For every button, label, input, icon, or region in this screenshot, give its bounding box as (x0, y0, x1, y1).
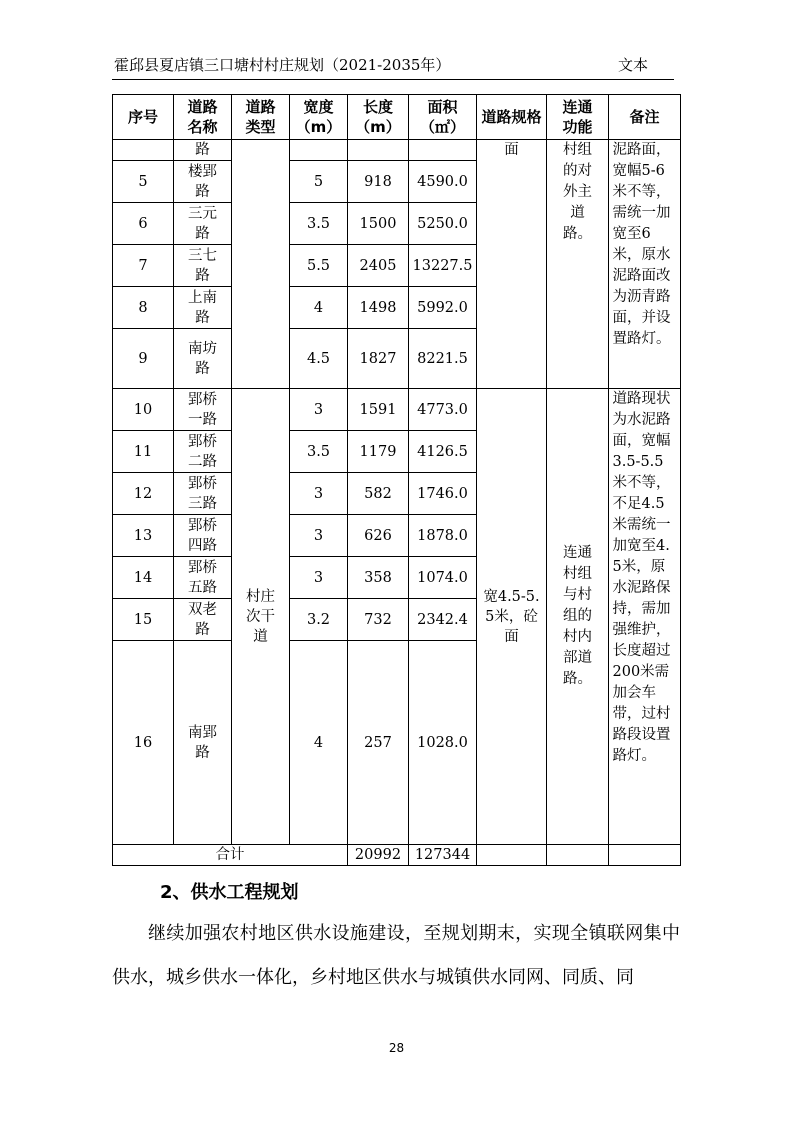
cell-function-group1: 村组的对外主道路。 (547, 140, 609, 389)
cell-no: 5 (113, 161, 174, 203)
cell-length: 1827 (348, 329, 409, 389)
section-heading: 2、供水工程规划 (160, 882, 299, 903)
cell-width: 4 (290, 641, 348, 845)
total-empty-spec (477, 845, 547, 866)
cell-name: 双老路 (174, 599, 232, 641)
cell-width: 5.5 (290, 245, 348, 287)
cell-no: 15 (113, 599, 174, 641)
cell-length: 1179 (348, 431, 409, 473)
header-road-type: 道路类型 (232, 95, 290, 140)
cell-area: 13227.5 (409, 245, 477, 287)
cell-no: 10 (113, 389, 174, 431)
header-area: 面积（㎡） (409, 95, 477, 140)
total-empty-remark (609, 845, 681, 866)
cell-length: 1498 (348, 287, 409, 329)
cell-width: 3 (290, 389, 348, 431)
cell-name: 上南路 (174, 287, 232, 329)
header-divider (112, 79, 674, 80)
cell-area: 5992.0 (409, 287, 477, 329)
cell-width: 3 (290, 557, 348, 599)
cell-area: 1878.0 (409, 515, 477, 557)
cell-no: 13 (113, 515, 174, 557)
cell-area: 8221.5 (409, 329, 477, 389)
cell-length: 918 (348, 161, 409, 203)
cell-no: 7 (113, 245, 174, 287)
table-total-row (113, 845, 681, 866)
table-row (113, 140, 681, 161)
cell-area: 1028.0 (409, 641, 477, 845)
cell-area: 4590.0 (409, 161, 477, 203)
cell-length: 732 (348, 599, 409, 641)
body-paragraph: 继续加强农村地区供水设施建设，至规划期末，实现全镇联网集中供水，城乡供水一体化，乡村地区供水与城镇供水同网、同质、同 (112, 923, 680, 988)
cell-area: 2342.4 (409, 599, 477, 641)
cell-type-group2: 村庄次干道 (232, 389, 290, 845)
cell-length: 1500 (348, 203, 409, 245)
header-no: 序号 (113, 95, 174, 140)
cell-name: 楼郢路 (174, 161, 232, 203)
cell-name: 路 (174, 140, 232, 161)
table-row (113, 389, 681, 431)
cell-no: 14 (113, 557, 174, 599)
cell-function-group2: 连通村组与村组的村内部道路。 (547, 389, 609, 845)
total-label: 合计 (113, 845, 348, 866)
cell-width: 5 (290, 161, 348, 203)
cell-width: 3.5 (290, 431, 348, 473)
cell-length: 626 (348, 515, 409, 557)
cell-length: 257 (348, 641, 409, 845)
road-planning-table (112, 94, 681, 866)
page-number: 28 (388, 1041, 405, 1055)
cell-remark-group2: 道路现状为水泥路面，宽幅3.5-5.5米不等，不足4.5米需统一加宽至4.5米，原水泥路保持，需加强维护，长度超过200米需加会车带，过村路段设置路灯。 (609, 389, 681, 845)
cell-length: 582 (348, 473, 409, 515)
cell-name: 郢桥四路 (174, 515, 232, 557)
header-length: 长度（m） (348, 95, 409, 140)
cell-width: 3.2 (290, 599, 348, 641)
total-area: 127344 (409, 845, 477, 866)
cell-width (290, 140, 348, 161)
cell-area: 5250.0 (409, 203, 477, 245)
header-function: 连通功能 (547, 95, 609, 140)
cell-no: 16 (113, 641, 174, 845)
cell-width: 4.5 (290, 329, 348, 389)
header-width: 宽度（m） (290, 95, 348, 140)
cell-area: 4126.5 (409, 431, 477, 473)
cell-width: 3 (290, 473, 348, 515)
cell-name: 三元路 (174, 203, 232, 245)
table-header-row (113, 95, 681, 140)
cell-length (348, 140, 409, 161)
cell-name: 南郢路 (174, 641, 232, 845)
cell-no: 9 (113, 329, 174, 389)
cell-no: 11 (113, 431, 174, 473)
cell-remark-group1: 泥路面，宽幅5-6米不等，需统一加宽至6米，原水泥路面改为沥青路面，并设置路灯。 (609, 140, 681, 389)
header-remark: 备注 (609, 95, 681, 140)
cell-name: 南坊路 (174, 329, 232, 389)
header-spec: 道路规格 (477, 95, 547, 140)
header-road-name: 道路名称 (174, 95, 232, 140)
document-header-title: 霍邱县夏店镇三口塘村村庄规划（2021-2035年） (114, 56, 451, 74)
cell-spec-group1: 面 (477, 140, 547, 389)
cell-name: 三七路 (174, 245, 232, 287)
cell-name: 郢桥二路 (174, 431, 232, 473)
cell-area: 1074.0 (409, 557, 477, 599)
total-empty-function (547, 845, 609, 866)
cell-name: 郢桥三路 (174, 473, 232, 515)
cell-spec-group2: 宽4.5-5.5米，砼面 (477, 389, 547, 845)
cell-area: 4773.0 (409, 389, 477, 431)
cell-name: 郢桥一路 (174, 389, 232, 431)
cell-area (409, 140, 477, 161)
cell-width: 3.5 (290, 203, 348, 245)
cell-length: 1591 (348, 389, 409, 431)
total-length: 20992 (348, 845, 409, 866)
cell-no: 6 (113, 203, 174, 245)
cell-no: 8 (113, 287, 174, 329)
cell-length: 2405 (348, 245, 409, 287)
cell-no: 12 (113, 473, 174, 515)
cell-type-group1 (232, 140, 290, 389)
cell-no (113, 140, 174, 161)
cell-width: 4 (290, 287, 348, 329)
cell-name: 郢桥五路 (174, 557, 232, 599)
cell-length: 358 (348, 557, 409, 599)
cell-area: 1746.0 (409, 473, 477, 515)
cell-width: 3 (290, 515, 348, 557)
document-header-section: 文本 (618, 56, 649, 74)
